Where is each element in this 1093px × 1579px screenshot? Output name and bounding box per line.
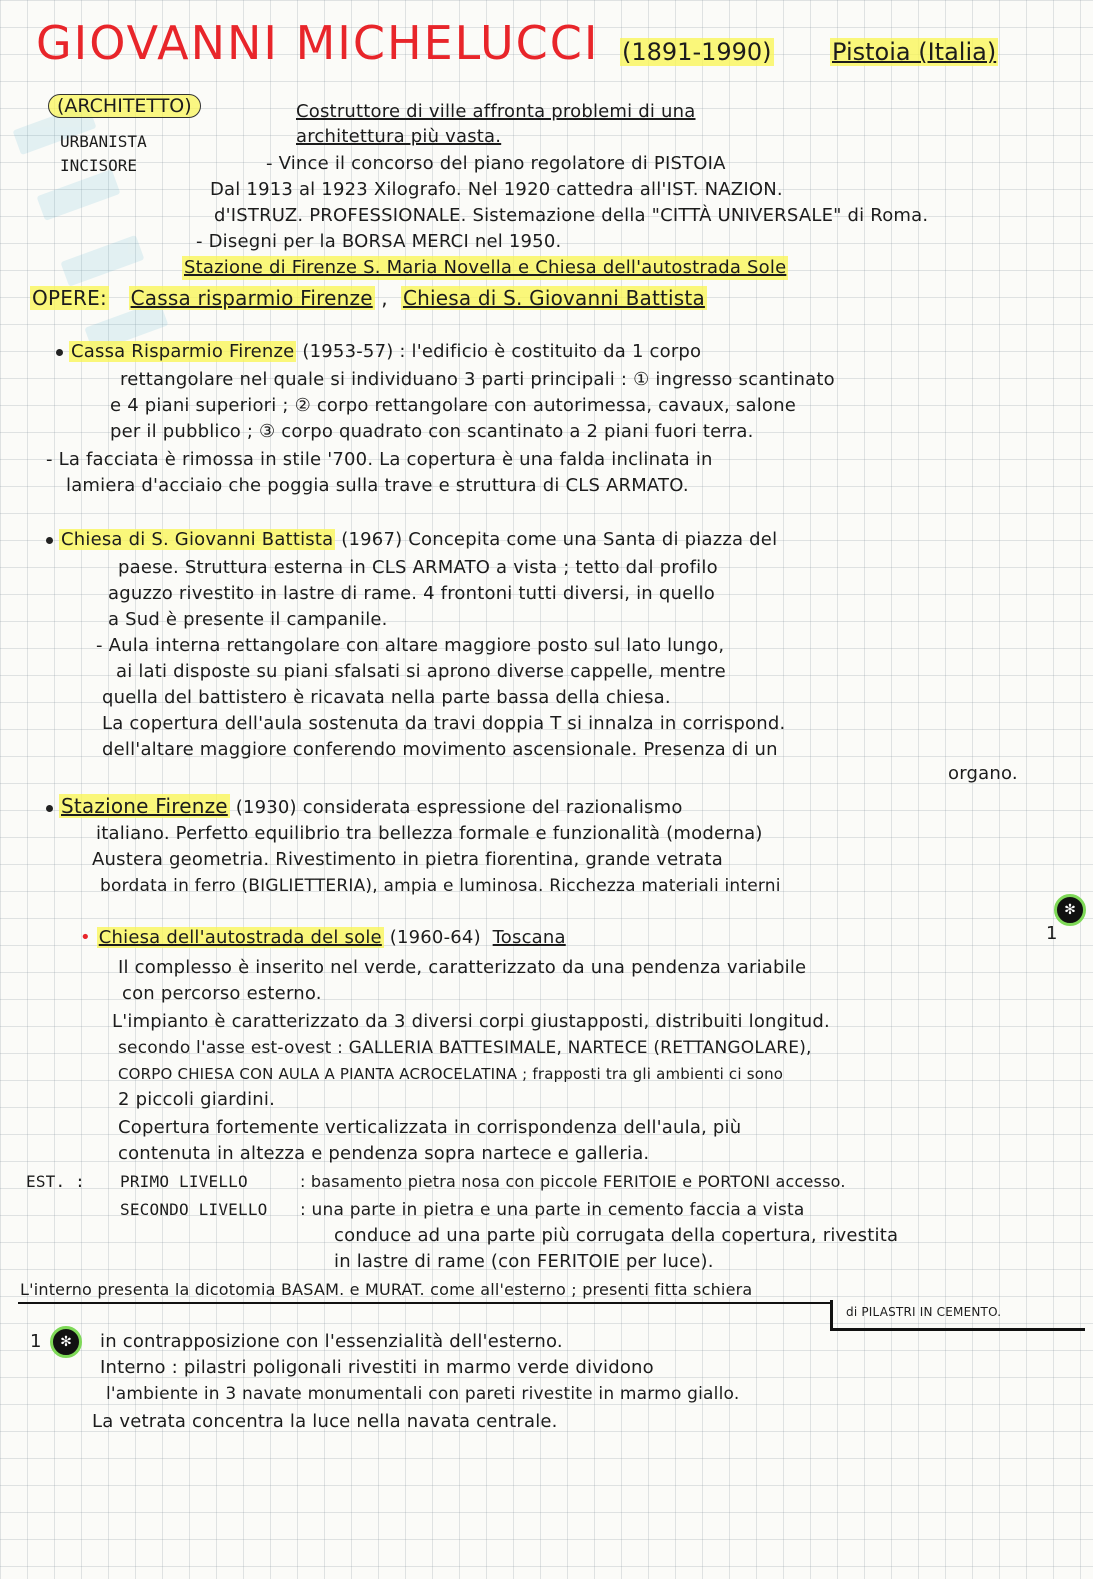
text-line: quella del battistero è ricavata nella parte bassa della chiesa.	[102, 687, 671, 708]
text-line: bordata in ferro (BIGLIETTERIA), ampia e luminosa. Ricchezza materiali interni	[100, 876, 781, 896]
note-marker-icon: ✻	[50, 1326, 82, 1358]
footnote-line: La vetrata concentra la luce nella navata centrale.	[92, 1411, 558, 1432]
opere-item: Cassa risparmio Firenze	[130, 286, 373, 310]
section-region: Toscana	[492, 927, 566, 948]
intro-line: architettura più vasta.	[296, 126, 502, 147]
opere-separator: ,	[381, 286, 388, 310]
section-heading-rest: (1930) considerata espressione del razionalismo	[235, 797, 683, 818]
section-years: (1960-64)	[389, 927, 481, 948]
intro-line: Dal 1913 al 1923 Xilografo. Nel 1920 cattedra all'IST. NAZION.	[210, 179, 783, 200]
intro-line: Costruttore di ville affronta problemi di una	[296, 101, 696, 122]
text-line: organo.	[948, 763, 1018, 784]
text-line: - La facciata è rimossa in stile '700. La copertura è una falda inclinata in	[46, 449, 713, 470]
header-years: (1891-1990)	[622, 38, 772, 66]
interior-line: di PILASTRI IN CEMENTO.	[846, 1305, 1002, 1319]
text-line: dell'altare maggiore conferendo movimento ascensionale. Presenza di un	[102, 739, 778, 760]
text-line: e 4 piani superiori ; ② corpo rettangolare con autorimessa, cavaux, salone	[110, 395, 797, 416]
divider	[18, 1302, 830, 1304]
text-line: secondo l'asse est-ovest : GALLERIA BATTESIMALE, NARTECE (RETTANGOLARE),	[118, 1038, 812, 1058]
section-heading-rest: (1953-57) : l'edificio è costituito da 1 corpo	[302, 341, 702, 362]
opere-item: Chiesa di S. Giovanni Battista	[402, 286, 705, 310]
level-label: SECONDO LIVELLO	[120, 1200, 268, 1219]
bullet-dot-icon	[46, 537, 53, 544]
text-line: conduce ad una parte più corrugata della copertura, rivestita	[334, 1225, 899, 1246]
intro-line: d'ISTRUZ. PROFESSIONALE. Sistemazione della "CITTÀ UNIVERSALE" di Roma.	[214, 205, 929, 226]
level-text: : una parte in pietra e una parte in cemento faccia a vista	[300, 1200, 805, 1220]
text-line: rettangolare nel quale si individuano 3 parti principali : ① ingresso scantinato	[120, 369, 835, 390]
text-line: a Sud è presente il campanile.	[108, 609, 388, 630]
opere-label: OPERE:	[32, 286, 107, 310]
level-label: PRIMO LIVELLO	[120, 1172, 248, 1191]
section-heading: Stazione Firenze	[61, 794, 228, 818]
divider	[830, 1328, 1085, 1331]
text-line: Austera geometria. Rivestimento in pietra fiorentina, grande vetrata	[92, 849, 723, 870]
section-heading-row	[46, 794, 683, 820]
intro-line: - Disegni per la BORSA MERCI nel 1950.	[196, 231, 562, 252]
bullet-dot-icon	[46, 805, 53, 812]
role-incisore: INCISORE	[60, 156, 138, 175]
est-label: EST. :	[26, 1172, 85, 1191]
text-line: La copertura dell'aula sostenuta da travi doppia T si innalza in corrispond.	[102, 713, 786, 734]
opere-row	[30, 286, 707, 310]
level-text: : basamento pietra nosa con piccole FERITOIE e PORTONI accesso.	[300, 1172, 846, 1191]
section-heading-row	[56, 340, 701, 364]
intro-line: - Vince il concorso del piano regolatore di PISTOIA	[266, 153, 726, 174]
text-line: italiano. Perfetto equilibrio tra bellezza formale e funzionalità (moderna)	[96, 823, 763, 844]
section-heading-row	[80, 926, 566, 950]
divider	[830, 1300, 833, 1330]
header-place: Pistoia (Italia)	[832, 38, 997, 66]
section-heading: Cassa Risparmio Firenze	[71, 341, 295, 362]
section-heading: Chiesa dell'autostrada del sole	[98, 927, 382, 948]
section-heading-row	[46, 528, 777, 552]
section-heading: Chiesa di S. Giovanni Battista	[61, 529, 334, 550]
footnote-line: Interno : pilastri poligonali rivestiti in marmo verde dividono	[100, 1357, 654, 1378]
text-line: ai lati disposte su piani sfalsati si aprono diverse cappelle, mentre	[116, 661, 726, 682]
footnote-number: 1	[30, 1331, 42, 1352]
page-title: GIOVANNI MICHELUCCI	[36, 16, 600, 70]
text-line: - Aula interna rettangolare con altare maggiore posto sul lato lungo,	[96, 635, 725, 656]
section-heading-rest: (1967) Concepita come una Santa di piazza del	[341, 529, 778, 550]
text-line: con percorso esterno.	[122, 983, 322, 1004]
footnote-line: l'ambiente in 3 navate monumentali con pareti rivestite in marmo giallo.	[106, 1384, 740, 1404]
text-line: aguzzo rivestito in lastre di rame. 4 frontoni tutti diversi, in quello	[108, 583, 715, 604]
role-architetto: (ARCHITETTO)	[48, 94, 201, 118]
text-line: CORPO CHIESA CON AULA A PIANTA ACROCELATINA ; frapposti tra gli ambienti ci sono	[118, 1065, 784, 1083]
text-line: lamiera d'acciaio che poggia sulla trave e struttura di CLS ARMATO.	[66, 475, 689, 496]
text-line: per il pubblico ; ③ corpo quadrato con scantinato a 2 piani fuori terra.	[110, 421, 754, 442]
note-marker-icon: ✻	[1054, 894, 1086, 926]
text-line: Copertura fortemente verticalizzata in corrispondenza dell'aula, più	[118, 1117, 742, 1138]
text-line: 2 piccoli giardini.	[118, 1089, 276, 1110]
footnote-line: in contrapposizione con l'essenzialità dell'esterno.	[100, 1331, 563, 1352]
text-line: contenuta in altezza e pendenza sopra nartece e galleria.	[118, 1143, 650, 1164]
bullet-dot-icon	[56, 349, 63, 356]
bullet-dot-icon: •	[80, 927, 91, 948]
interior-line: L'interno presenta la dicotomia BASAM. e MURAT. come all'esterno ; presenti fitta schiera	[20, 1280, 753, 1299]
role-urbanista: URBANISTA	[60, 132, 147, 151]
text-line: in lastre di rame (con FERITOIE per luce).	[334, 1251, 714, 1272]
text-line: paese. Struttura esterna in CLS ARMATO a vista ; tetto dal profilo	[118, 557, 718, 578]
text-line: L'impianto è caratterizzato da 3 diversi corpi giustapposti, distribuiti longitud.	[112, 1011, 830, 1032]
note-number: 1	[1046, 923, 1058, 944]
intro-line: Stazione di Firenze S. Maria Novella e Chiesa dell'autostrada Sole	[184, 257, 787, 278]
text-line: Il complesso è inserito nel verde, caratterizzato da una pendenza variabile	[118, 957, 807, 978]
